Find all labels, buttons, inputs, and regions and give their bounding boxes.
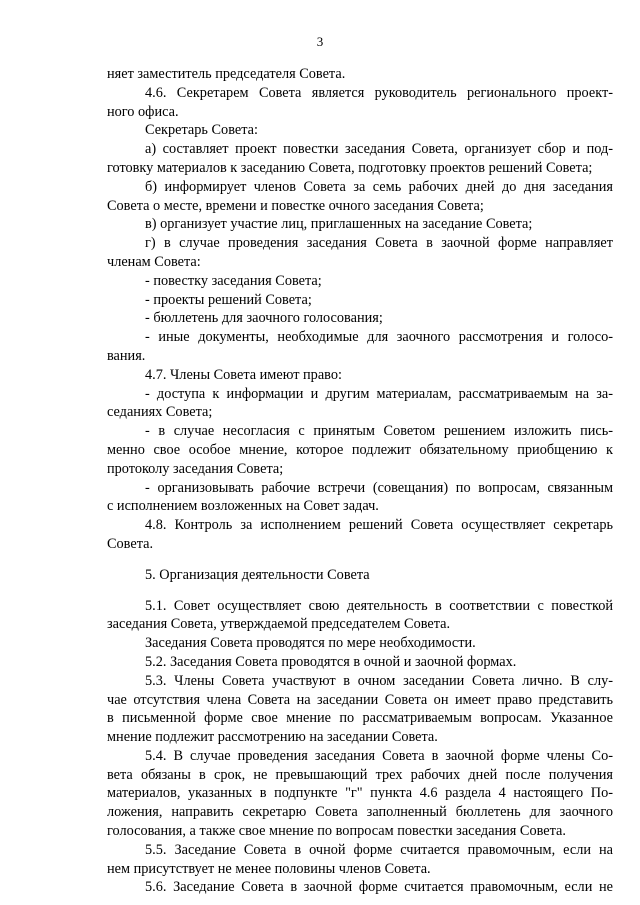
paragraph <box>107 841 613 879</box>
text-line: 5.3. Члены Совета участвуют в очном заседании Совета лично. В слу- <box>145 672 613 689</box>
text-line: 4.7. Члены Совета имеют право: <box>145 366 342 383</box>
text-line: Секретарь Совета: <box>145 122 258 139</box>
paragraph <box>107 479 613 517</box>
text-line: протоколу заседания Совета; <box>107 460 284 477</box>
paragraph <box>107 272 613 291</box>
text-line: 5.1. Совет осуществляет свою деятельность в соответствии с повесткой <box>145 597 613 614</box>
text-line: б) информирует членов Совета за семь рабочих дней до дня заседания <box>145 178 613 195</box>
text-line: членам Совета: <box>107 253 201 270</box>
text-line: г) в случае проведения заседания Совета в заочной форме направляет <box>145 235 613 252</box>
paragraph <box>107 653 613 672</box>
paragraph <box>107 516 613 554</box>
paragraph <box>107 84 613 122</box>
paragraph <box>107 140 613 178</box>
text-line: в письменной форме свое мнение по рассматриваемым вопросам. Указанное <box>107 710 613 727</box>
paragraph <box>107 309 613 328</box>
text-line: 5. Организация деятельности Совета <box>145 566 370 583</box>
text-line: Совета о месте, времени и повестке очного заседания Совета; <box>107 197 484 214</box>
paragraph <box>107 597 613 635</box>
text-line: чае отсутствия члена Совета на заседании Совета он имеет право представить <box>107 691 613 708</box>
paragraph <box>107 65 613 84</box>
document-body <box>107 65 613 897</box>
paragraph <box>107 121 613 140</box>
text-line: а) составляет проект повестки заседания Совета, организует сбор и под- <box>145 141 613 158</box>
text-line: мнение подлежит рассмотрению на заседании Совета. <box>107 729 438 746</box>
section-spacer <box>107 554 613 566</box>
text-line: нем присутствует не менее половины членов Совета. <box>107 860 431 877</box>
text-line: седаниях Совета; <box>107 404 213 421</box>
paragraph <box>107 385 613 423</box>
paragraph <box>107 234 613 272</box>
paragraph <box>107 422 613 478</box>
text-line: - доступа к информации и другим материалам, рассматриваемым на за- <box>145 385 613 402</box>
paragraph <box>107 178 613 216</box>
text-line: с исполнением возложенных на Совет задач. <box>107 498 379 515</box>
paragraph <box>107 747 613 841</box>
text-line: 4.8. Контроль за исполнением решений Совета осуществляет секретарь <box>145 517 613 534</box>
text-line: няет заместитель председателя Совета. <box>107 66 346 82</box>
text-line: - повестку заседания Совета; <box>145 272 322 289</box>
text-line: вания. <box>107 347 146 364</box>
paragraph <box>107 634 613 653</box>
text-line: 5.6. Заседание Совета в заочной форме считается правомочным, если не <box>145 879 613 896</box>
text-line: менно свое особое мнение, которое подлежит обязательному приобщению к <box>107 441 613 458</box>
paragraph <box>107 566 613 585</box>
text-line: вета обязаны в срок, не превышающий трех рабочих дней после получения <box>107 766 613 783</box>
section-spacer <box>107 585 613 597</box>
paragraph <box>107 291 613 310</box>
text-line: в) организует участие лиц, приглашенных на заседание Совета; <box>145 216 533 233</box>
paragraph <box>107 328 613 366</box>
text-line: материалов, указанных в подпункте "г" пункта 4.6 раздела 4 настоящего По- <box>107 785 613 802</box>
text-line: - в случае несогласия с принятым Советом решением изложить пись- <box>145 423 613 440</box>
page-number: 3 <box>316 34 324 49</box>
text-line: ложения, направить секретарю Совета заполненный бюллетень для заочного <box>107 804 613 821</box>
text-line: голосования, а также свое мнение по вопросам повестки заседания Совета. <box>107 823 566 840</box>
text-line: Заседания Совета проводятся по мере необходимости. <box>145 635 476 652</box>
text-line: - иные документы, необходимые для заочного рассмотрения и голосо- <box>145 329 613 346</box>
text-line: заседания Совета, утверждаемой председателем Совета. <box>107 616 451 633</box>
paragraph <box>107 215 613 234</box>
text-line: Совета. <box>107 535 154 552</box>
text-line: 4.6. Секретарем Совета является руководитель регионального проект- <box>145 84 613 101</box>
text-line: ного офиса. <box>107 103 179 120</box>
text-line: 5.2. Заседания Совета проводятся в очной и заочной формах. <box>145 653 517 670</box>
paragraph <box>107 672 613 747</box>
paragraph <box>107 878 613 897</box>
text-line: - организовывать рабочие встречи (совещания) по вопросам, связанным <box>145 479 613 496</box>
text-line: - бюллетень для заочного голосования; <box>145 310 383 327</box>
text-line: 5.5. Заседание Совета в очной форме считается правомочным, если на <box>145 841 613 858</box>
paragraph <box>107 366 613 385</box>
text-line: 5.4. В случае проведения заседания Совета в заочной форме члены Со- <box>145 747 613 764</box>
text-line: готовку материалов к заседанию Совета, подготовку проектов решений Совета; <box>107 159 593 176</box>
text-line: - проекты решений Совета; <box>145 291 312 308</box>
